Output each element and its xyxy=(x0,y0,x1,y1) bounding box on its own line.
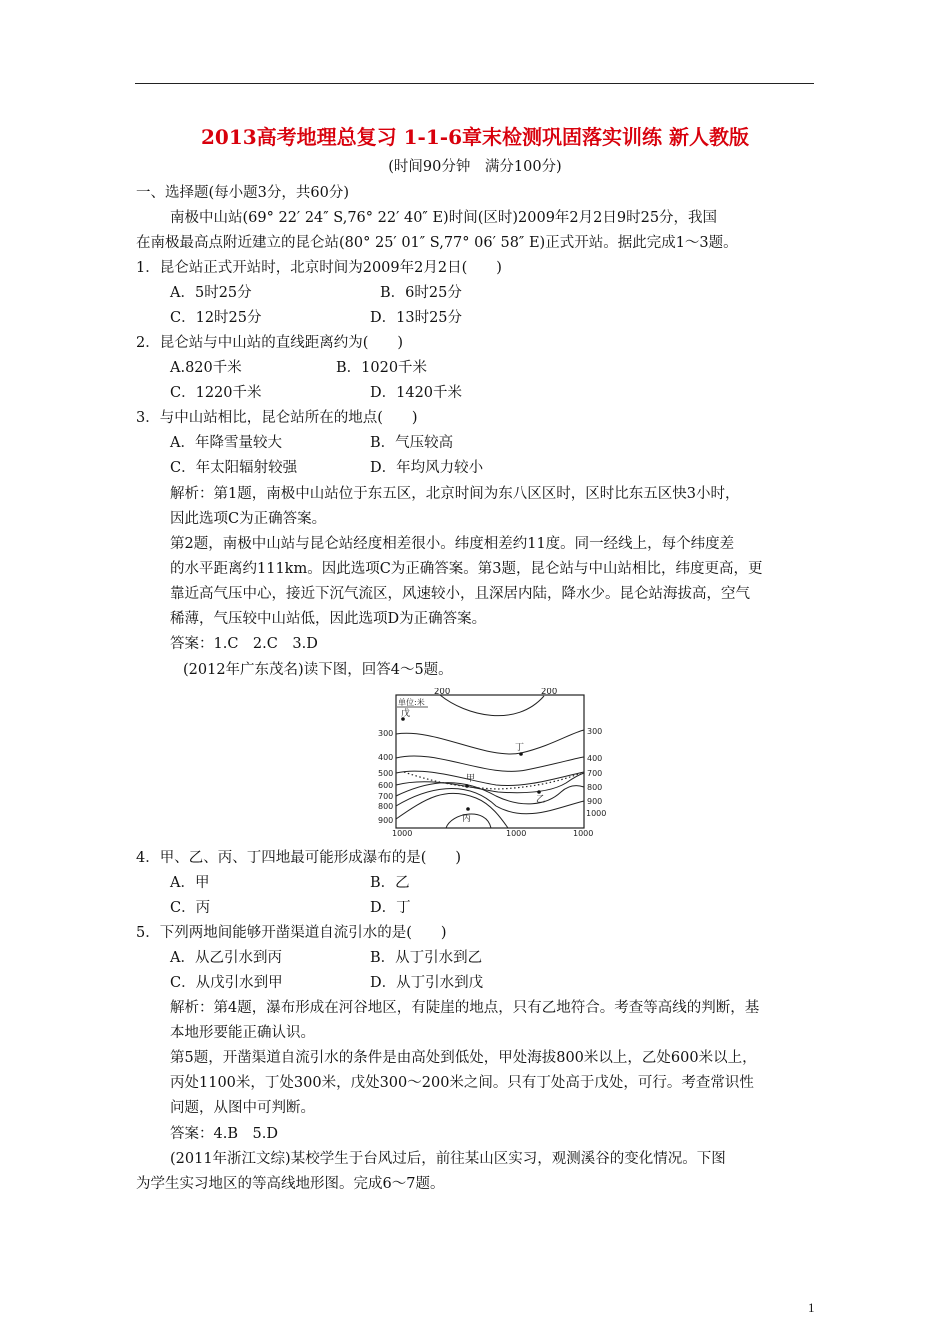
point-jia xyxy=(465,784,469,788)
point-label: 乙 xyxy=(536,795,546,805)
question-1: 1．昆仑站正式开站时，北京时间为2009年2月2日( ) xyxy=(136,260,502,276)
question-5: 5．下列两地间能够开凿渠道自流引水的是( ) xyxy=(136,925,447,941)
answer-line: 答案：1.C 2.C 3.D xyxy=(170,636,318,652)
contour-label: 1000 xyxy=(573,829,594,836)
analysis-line: 的水平距离约111km。因此选项C为正确答案。第3题，昆仑站与中山站相比，纬度更高，更 xyxy=(170,561,763,577)
contour-label: 400 xyxy=(378,753,394,762)
option-d: D．年均风力较小 xyxy=(370,460,484,476)
header-rule xyxy=(135,83,814,84)
answer-line: 答案：4.B 5.D xyxy=(170,1126,278,1142)
analysis-line: 第5题，开凿渠道自流引水的条件是由高处到低处，甲处海拔800米以上，乙处600米以上， xyxy=(170,1050,757,1066)
contour-label: 200 xyxy=(541,688,558,697)
option-a: A．从乙引水到丙 xyxy=(170,950,282,966)
contour-label: 1000 xyxy=(392,829,413,836)
option-c: C．从戊引水到甲 xyxy=(170,975,283,991)
question-3: 3．与中山站相比，昆仑站所在的地点( ) xyxy=(136,410,418,426)
intro-line: 在南极最高点附近建立的昆仑站(80° 25′ 01″ S,77° 06′ 58″ E)正式开站。据此完成1～3题。 xyxy=(136,235,738,251)
contour-200 xyxy=(440,695,544,716)
analysis-line: 稀薄，气压较中山站低，因此选项D为正确答案。 xyxy=(170,611,487,627)
contour-label: 300 xyxy=(378,729,394,738)
section-heading: 一、选择题(每小题3分，共60分) xyxy=(136,185,349,201)
option-b: B．从丁引水到乙 xyxy=(370,950,483,966)
point-yi xyxy=(537,790,541,794)
point-label: 甲 xyxy=(466,774,476,784)
question-4: 4．甲、乙、丙、丁四地最可能形成瀑布的是( ) xyxy=(136,850,462,866)
analysis-line: 解析：第4题，瀑布形成在河谷地区，有陡崖的地点，只有乙地符合。考查等高线的判断，基 xyxy=(170,1000,760,1016)
option-c: C．丙 xyxy=(170,900,211,916)
option-d: D．13时25分 xyxy=(370,310,463,326)
contour-label: 700 xyxy=(378,792,394,801)
option-d: D．1420千米 xyxy=(370,385,463,401)
intro-line: (2012年广东茂名)读下图，回答4～5题。 xyxy=(183,662,453,678)
option-a: A．5时25分 xyxy=(170,285,252,301)
contour-label: 400 xyxy=(587,754,603,763)
contour-label: 600 xyxy=(378,781,394,790)
contour-label: 300 xyxy=(587,727,603,736)
intro-line: (2011年浙江文综)某校学生于台风过后，前往某山区实习，观测溪谷的变化情况。下图 xyxy=(170,1151,726,1167)
subtitle: (时间90分钟 满分100分) xyxy=(388,159,562,175)
contour-map xyxy=(376,688,610,836)
intro-line: 为学生实习地区的等高线地形图。完成6～7题。 xyxy=(136,1176,445,1192)
contour-600 xyxy=(396,773,584,793)
option-a: A．甲 xyxy=(170,875,210,891)
point-label: 戊 xyxy=(401,709,411,719)
analysis-line: 第2题，南极中山站与昆仑站经度相差很小。纬度相差约11度。同一经线上，每个纬度差 xyxy=(170,536,735,552)
option-a: A．年降雪量较大 xyxy=(170,435,282,451)
question-2: 2．昆仑站与中山站的直线距离约为( ) xyxy=(136,335,404,351)
point-label: 丙 xyxy=(462,814,472,824)
page-title: 2013高考地理总复习 1-1-6章末检测巩固落实训练 新人教版 xyxy=(201,125,749,149)
contour-label: 800 xyxy=(587,783,603,792)
point-bing xyxy=(466,807,470,811)
contour-400 xyxy=(396,756,584,771)
option-b: B．气压较高 xyxy=(370,435,454,451)
contour-900 xyxy=(396,793,508,828)
contour-label: 800 xyxy=(378,802,394,811)
option-d: D．从丁引水到戊 xyxy=(370,975,484,991)
map-unit: 单位:米 xyxy=(398,698,425,707)
intro-line: 南极中山站(69° 22′ 24″ S,76° 22′ 40″ E)时间(区时)2009年2月2日9时25分，我国 xyxy=(170,210,718,226)
contour-label: 1000 xyxy=(586,809,607,818)
contour-label: 500 xyxy=(378,769,394,778)
option-a: A.820千米 xyxy=(170,360,242,376)
analysis-line: 靠近高气压中心，接近下沉气流区，风速较小，且深居内陆，降水少。昆仑站海拔高，空气 xyxy=(170,586,750,602)
contour-300 xyxy=(396,730,584,754)
option-c: C．年太阳辐射较强 xyxy=(170,460,298,476)
option-b: B．6时25分 xyxy=(380,285,462,301)
option-b: B．1020千米 xyxy=(336,360,428,376)
cliff-line xyxy=(404,772,581,789)
option-c: C．1220千米 xyxy=(170,385,262,401)
contour-label: 200 xyxy=(434,688,451,697)
contour-label: 700 xyxy=(587,769,603,778)
option-d: D．丁 xyxy=(370,900,411,916)
analysis-line: 本地形要能正确认识。 xyxy=(170,1025,315,1041)
analysis-line: 丙处1100米，丁处300米，戊处300～200米之间。只有丁处高于戊处，可行。考查常识性 xyxy=(170,1075,754,1091)
point-label: 丁 xyxy=(515,743,525,753)
contour-label: 900 xyxy=(378,816,394,825)
page-number: 1 xyxy=(808,1300,815,1315)
analysis-line: 解析：第1题，南极中山站位于东五区，北京时间为东八区区时，区时比东五区快3小时， xyxy=(170,486,740,502)
option-b: B．乙 xyxy=(370,875,410,891)
analysis-line: 问题，从图中可判断。 xyxy=(170,1100,315,1116)
option-c: C．12时25分 xyxy=(170,310,262,326)
contour-label: 1000 xyxy=(506,829,527,836)
contour-label: 900 xyxy=(587,797,603,806)
analysis-line: 因此选项C为正确答案。 xyxy=(170,511,327,527)
